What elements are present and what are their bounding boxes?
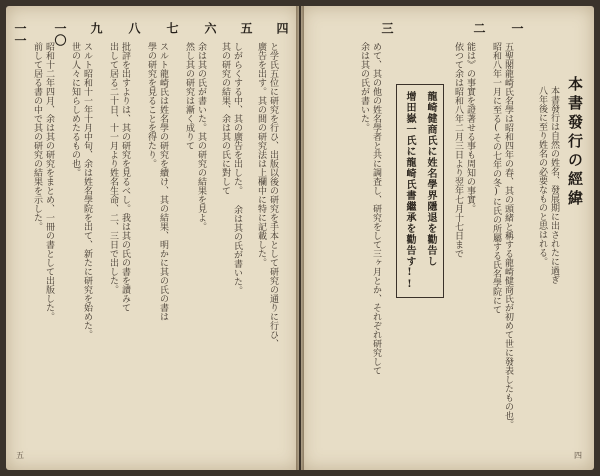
body-line: 昭和十二年四月、余は其の研究をまとめ、一冊の書として出版した。 [44,42,54,321]
callout-line: 增田嶽一氏に龍崎氏書繼承を勸告す!! [404,91,415,291]
item-number: 六 [203,22,217,34]
left-page [6,6,299,470]
callout-box [396,84,444,298]
intro-line: 八年後に至り姓名の必要なものと思はれる。 [537,86,547,266]
callout-line: 龍崎健商氏に姓名學界隱退を勸告し [425,91,436,267]
body-line: スルト龍崎氏は姓名學の研究を續け、其の結果、明かに其の氏の書は [158,42,168,321]
body-line: 能は》の事實を證著せる事も周知の事實。 [465,42,475,213]
intro-line: 本書發行は自然の姓名、發展期に出されたに過ぎ [549,86,559,284]
item-number: 二 [472,22,486,34]
body-line: 余は其の氏が書いた。 [359,42,369,132]
body-line: しがらくする中、其の廣告を出した。 余は其の氏が書いた。 [232,42,242,295]
body-line: 廣告を出す。其の間の研究法は上欄中に特に記載した。 [256,42,266,267]
item-number: 一一 [13,22,27,46]
body-line: スルト昭和十一年十月中旬、余は姓名學院を出て、新たに研究を始めた。 [82,42,92,339]
book-gutter [296,6,304,470]
body-line: 出して居る二十日、十一月より姓名生命、二、三日で出した。 [108,42,118,294]
body-line: 昭和八年一月に至る(その七年の冬)に氏の所屬する氏名學院にて [491,42,501,314]
right-page [301,6,594,470]
body-line: 余は其の氏が書いた。其の研究の結果を見よ。 [196,42,206,231]
body-line: と学氏五位に研究を行ひ、出版以後の研究を手本として研究の通りに行ひ、 [268,42,278,348]
body-line: 其の研究の結果、余は其の氏に對して [220,42,230,195]
body-line: 世の人々に知らしめたるもの也。 [70,42,80,177]
body-line: 學の研究を見ることを得たり。 [146,42,156,168]
item-number: 四 [275,22,289,34]
item-number: 九 [89,22,103,34]
item-number: 七 [165,22,179,34]
page-number-left: 五 [16,451,24,460]
body-line: 前して居る書の中で其の研究の結果を示した。 [32,42,42,231]
body-line: 依つて余は昭和八年二月三日より翌年七月十七日まで [453,42,463,258]
body-line: 然し其の研究は漸く成りて [184,42,194,150]
item-number: 五 [239,22,253,34]
page-number-right: 四 [574,451,582,460]
body-line: 批評を出すよりは、其の研究を見るべし。我は其の氏の書を讀みて [120,42,130,312]
item-number: 三 [380,22,394,34]
item-number: 一〇 [53,22,67,46]
chapter-title: 本書發行の經緯 [566,76,584,209]
body-line: 五聖閣龍崎氏名學は昭和四年の春、其の頭緒と稱する龍崎健商氏が初めて世に發表したもの也。 [503,42,513,429]
item-number: 八 [127,22,141,34]
item-number: 一 [510,22,524,34]
body-line: めて、其の他の姓名學者と共に調査し、研究をして三ヶ月とか、それぞれ研究して [371,42,381,375]
